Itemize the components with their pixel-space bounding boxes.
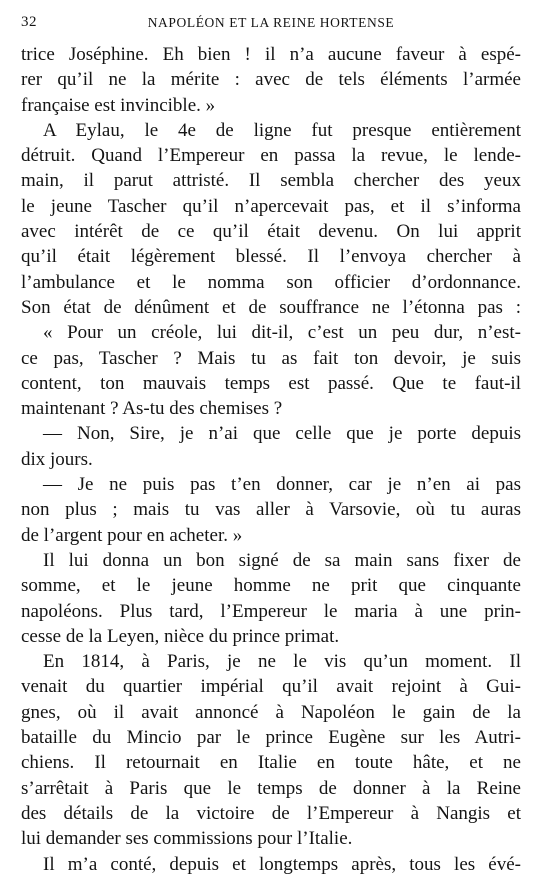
text-line: dix jours. <box>21 448 93 470</box>
text-line: française est invincible. » <box>21 94 216 116</box>
text-line: ce pas, Tascher ? Mais tu as fait ton devoir, je suis <box>21 347 521 369</box>
text-line: Il lui donna un bon signé de sa main sans fixer de <box>43 549 521 571</box>
text-line: non plus ; mais tu vas aller à Varsovie, où tu auras <box>21 499 521 521</box>
text-line: En 1814, à Paris, je ne le vis qu’un moment. Il <box>43 651 521 673</box>
body-text <box>21 42 521 877</box>
text-line: Son état de dénûment et de souffrance ne l’étonna pas : <box>21 296 521 318</box>
text-line: — Je ne puis pas t’en donner, car je n’en ai pas <box>43 474 521 496</box>
text-line: Il m’a conté, depuis et longtemps après, tous les évé- <box>43 853 521 875</box>
running-title: NAPOLÉON ET LA REINE HORTENSE <box>147 15 395 30</box>
text-line: A Eylau, le 4e de ligne fut presque entièrement <box>43 119 521 141</box>
text-line: détruit. Quand l’Empereur en passa la revue, le lende- <box>21 145 521 167</box>
text-line: des détails de la victoire de l’Empereur à Nangis et <box>21 802 521 824</box>
text-line: maintenant ? As-tu des chemises ? <box>21 398 283 420</box>
text-line: venait du quartier impérial qu’il avait rejoint à Gui- <box>21 676 521 698</box>
text-line: napoléons. Plus tard, l’Empereur le maria à une prin- <box>21 600 521 622</box>
text-line: gnes, où il avait annoncé à Napoléon le gain de la <box>21 701 521 723</box>
text-line: cesse de la Leyen, nièce du prince primat. <box>21 625 340 647</box>
text-line: s’arrêtait à Paris que le temps de donner à la Reine <box>21 777 521 799</box>
text-line: le jeune Tascher qu’il n’apercevait pas, et il s’informa <box>21 195 521 217</box>
running-head <box>21 14 521 34</box>
text-line: l’ambulance et le nomma son officier d’ordonnance. <box>21 271 521 293</box>
text-line: de l’argent pour en acheter. » <box>21 524 243 546</box>
page-number: 32 <box>21 14 37 30</box>
text-line: content, ton mauvais temps est passé. Que te faut-il <box>21 372 521 394</box>
text-line: rer qu’il ne la mérite : avec de tels éléments l’armée <box>21 69 521 91</box>
text-line: lui demander ses commissions pour l’Italie. <box>21 828 353 850</box>
text-line: chiens. Il retournait en Italie en toute hâte, et ne <box>21 752 521 774</box>
text-line: avec intérêt de ce qu’il était devenu. On lui apprit <box>21 221 521 243</box>
text-line: main, il parut attristé. Il sembla chercher des yeux <box>21 170 521 192</box>
text-line: trice Joséphine. Eh bien ! il n’a aucune faveur à espé- <box>21 44 521 65</box>
text-line: qu’il était légèrement blessé. Il l’envoya chercher à <box>21 246 521 268</box>
text-line: — Non, Sire, je n’ai que celle que je porte depuis <box>43 423 521 445</box>
text-line: somme, et le jeune homme ne prit que cinquante <box>21 575 521 597</box>
text-line: « Pour un créole, lui dit-il, c’est un peu dur, n’est- <box>43 322 521 344</box>
text-line: bataille du Mincio par le prince Eugène sur les Autri- <box>21 727 521 749</box>
